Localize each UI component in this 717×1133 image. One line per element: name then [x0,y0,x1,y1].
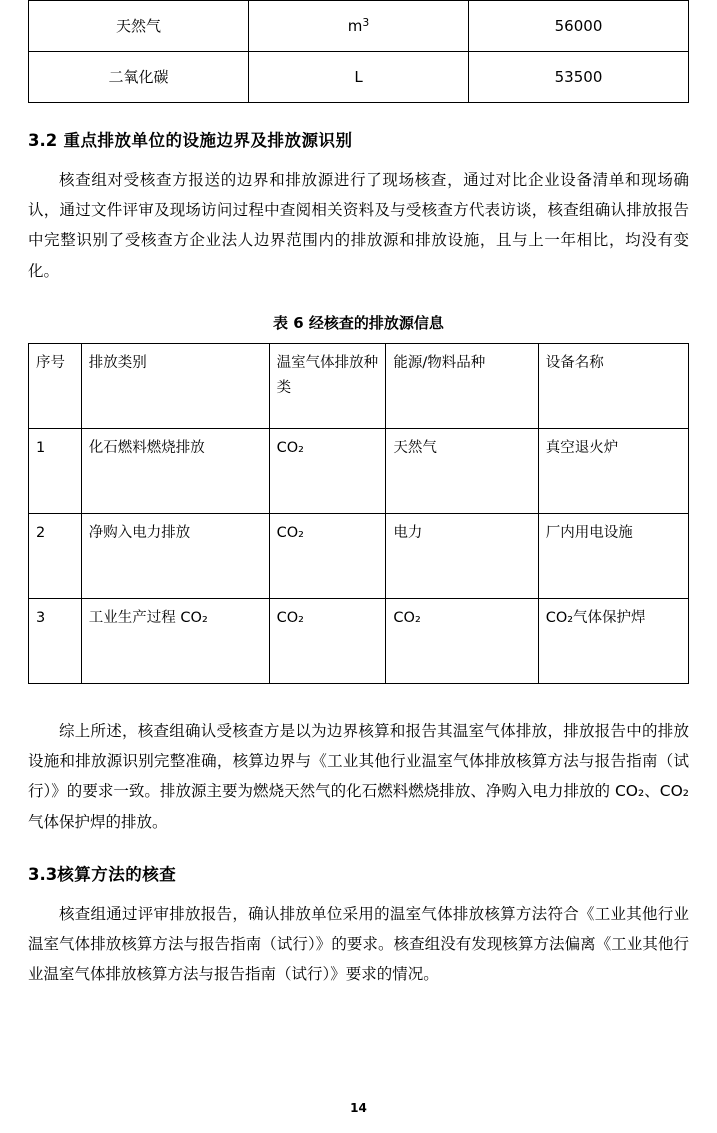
header-category: 排放类别 [81,343,269,428]
header-equipment: 设备名称 [538,343,688,428]
summary-paragraph: 综上所述，核查组确认受核查方是以为边界核算和报告其温室气体排放，排放报告中的排放设施和排放源识别完整准确，核算边界与《工业其他行业温室气体排放核算方法与报告指南（试行）》的要求一致。排放源主要为燃烧天然气的化石燃料燃烧排放、净购入电力排放的 CO₂、CO₂气体保护焊的排放。 [28,721,689,831]
table-header-row [29,343,689,428]
cell-equipment: 厂内用电设施 [538,513,688,598]
table-row [29,428,689,513]
cell-gas-type: CO₂ [269,598,386,683]
table-row [29,1,689,52]
cell-no: 3 [29,598,82,683]
cell-fuel-material: 电力 [386,513,538,598]
section-number: 3.3 [28,864,58,884]
cell-material-name: 天然气 [29,1,249,52]
cell-no: 2 [29,513,82,598]
header-gas-type: 温室气体排放种类 [269,343,386,428]
cell-category: 化石燃料燃烧排放 [81,428,269,513]
cell-equipment: 真空退火炉 [538,428,688,513]
header-fuel-material: 能源/物料品种 [386,343,538,428]
emission-source-table [28,343,689,684]
table-row [29,52,689,103]
unit-text: m [347,16,363,35]
table-row [29,598,689,683]
cell-gas-type: CO₂ [269,428,386,513]
cell-equipment: CO₂气体保护焊 [538,598,688,683]
section-heading-3-2 [28,127,689,151]
header-no: 序号 [29,343,82,428]
cell-unit [249,1,469,52]
cell-gas-type: CO₂ [269,513,386,598]
table-row [29,513,689,598]
cell-value: 53500 [469,52,689,103]
cell-material-name: 二氧化碳 [29,52,249,103]
cell-fuel-material: 天然气 [386,428,538,513]
page-number: 14 [350,1101,367,1115]
spacer [28,690,689,716]
section-title: 重点排放单位的设施边界及排放源识别 [63,131,353,150]
cell-category: 工业生产过程 CO₂ [81,598,269,683]
unit-superscript: 3 [362,15,370,29]
section-title: 核算方法的核查 [57,864,177,884]
cell-unit [249,52,469,103]
section-3-3-paragraph: 核查组通过评审排放报告，确认排放单位采用的温室气体排放核算方法符合《工业其他行业温室气体排放核算方法与报告指南（试行）》的要求。核查组没有发现核算方法偏离《工业其他行业温室气体排放核算方法与报告指南（试行）》要求的情况。 [28,904,689,984]
cell-value: 56000 [469,1,689,52]
cell-category: 净购入电力排放 [81,513,269,598]
table-6-caption: 表 6 经核查的排放源信息 [273,313,444,332]
unit-text: L [354,67,363,86]
cell-fuel-material: CO₂ [386,598,538,683]
section-3-2-paragraph: 核查组对受核查方报送的边界和排放源进行了现场核查，通过对比企业设备清单和现场确认，通过文件评审及现场访问过程中查阅相关资料及与受核查方代表访谈，核查组确认排放报告中完整识别了受核查方企业法人边界范围内的排放源和排放设施，且与上一年相比，均没有变化。 [28,171,689,280]
section-number: 3.2 [28,131,58,150]
section-heading-3-3 [28,861,689,885]
continued-data-table [28,0,689,103]
cell-no: 1 [29,428,82,513]
